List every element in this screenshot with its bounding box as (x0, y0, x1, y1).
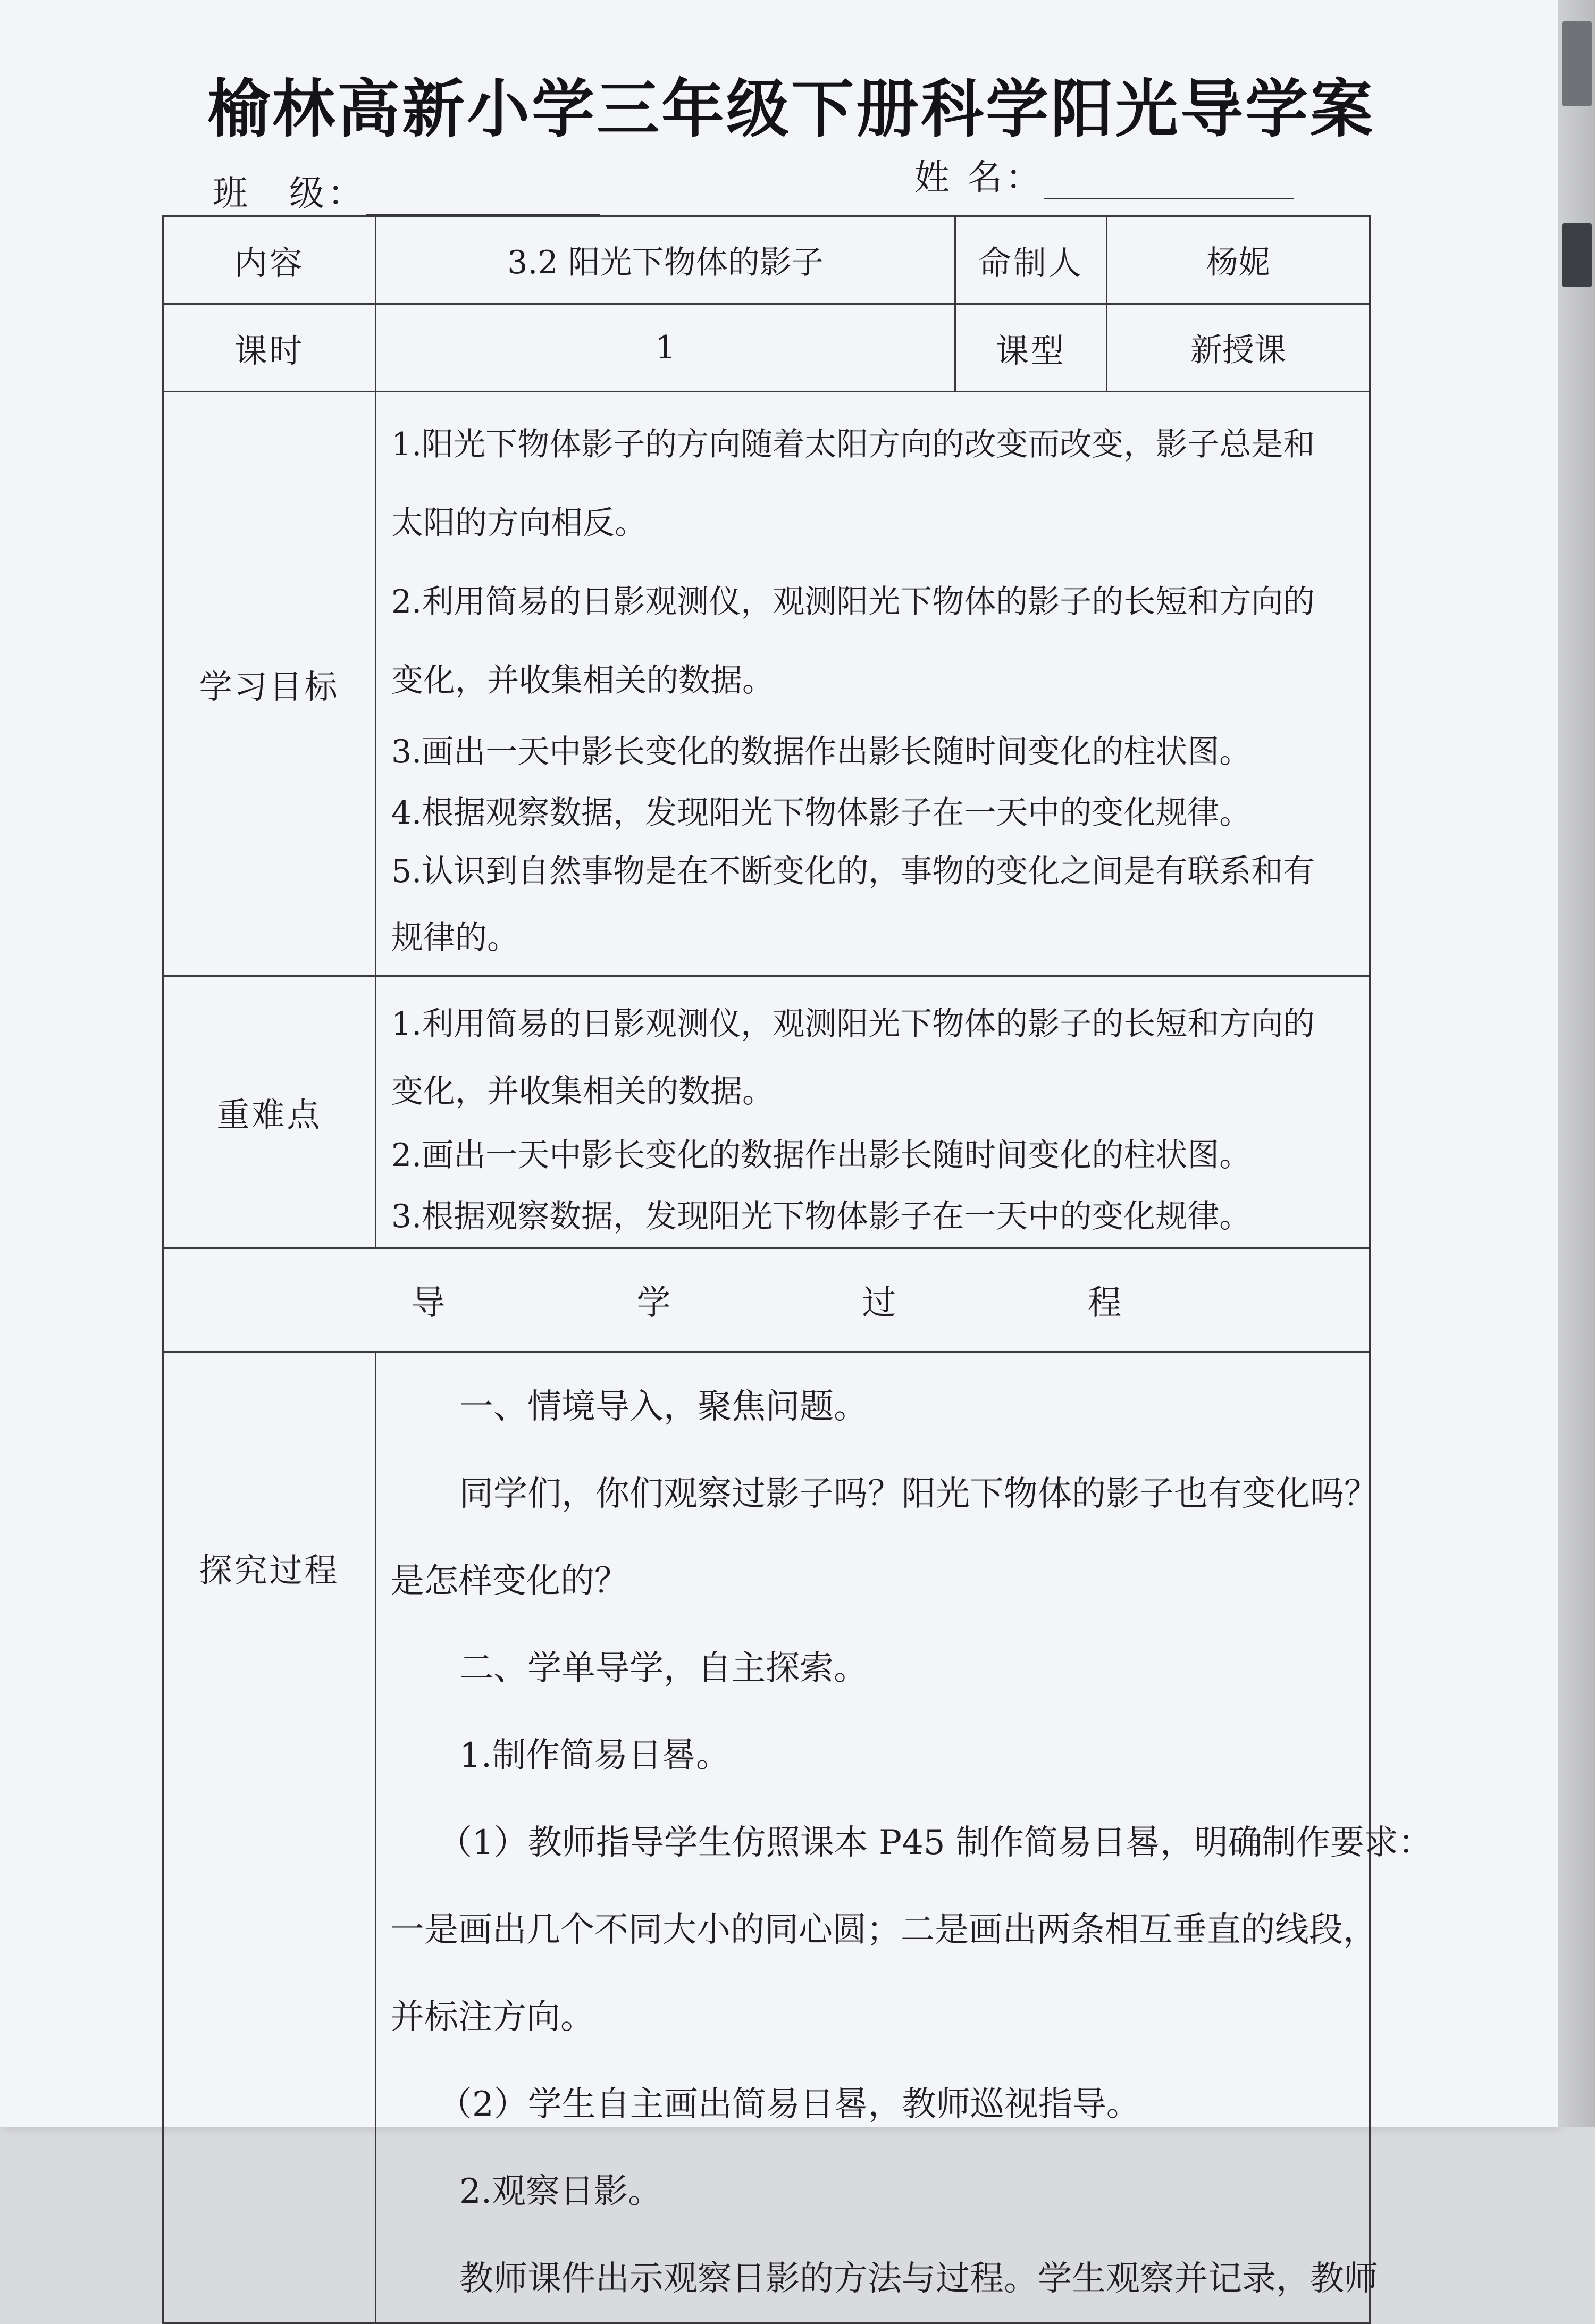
explore-line: 1.制作简易日晷。 (459, 1736, 731, 1775)
type-value: 新授课 (1107, 304, 1370, 392)
class-label: 班 级： (213, 173, 366, 214)
key-points-label: 重难点 (163, 976, 376, 1248)
objective-line: 1.阳光下物体影子的方向随着太阳方向的改变而改变，影子总是和 (391, 426, 1315, 463)
author-value: 杨妮 (1107, 216, 1370, 304)
name-label: 姓 名： (914, 157, 1044, 198)
name-field (914, 149, 1294, 199)
process-header (163, 1248, 1370, 1352)
process-header-char: 过 (862, 1283, 896, 1323)
explore-cell (376, 1352, 1432, 2323)
objective-line: 4.根据观察数据，发现阳光下物体影子在一天中的变化规律。 (391, 794, 1252, 832)
objective-line: 规律的。 (391, 919, 519, 957)
name-blank[interactable] (1044, 198, 1294, 199)
objectives-label: 学习目标 (163, 392, 376, 976)
process-header-char: 程 (1087, 1283, 1122, 1323)
process-header-char: 导 (411, 1283, 446, 1323)
explore-line: （1）教师指导学生仿照课本 P45 制作简易日晷，明确制作要求： (438, 1823, 1432, 1862)
objectives-cell (376, 392, 1370, 976)
explore-line: 一是画出几个不同大小的同心圆；二是画出两条相互垂直的线段， (390, 1910, 1377, 1950)
process-header-char: 学 (636, 1283, 671, 1323)
explore-line: 二、学单导学，自主探索。 (459, 1649, 868, 1688)
background-edge (1558, 0, 1595, 2127)
class-field (213, 165, 600, 215)
content-value: 3.2 阳光下物体的影子 (376, 216, 955, 304)
objective-line: 5.认识到自然事物是在不断变化的，事物的变化之间是有联系和有 (391, 853, 1315, 890)
explore-label: 探究过程 (163, 1352, 376, 2323)
type-label: 课型 (955, 304, 1107, 392)
explore-line: 同学们，你们观察过影子吗？阳光下物体的影子也有变化吗？ (459, 1474, 1378, 1514)
key-point-line: 3.根据观察数据，发现阳光下物体影子在一天中的变化规律。 (391, 1198, 1252, 1235)
key-point-line: 2.画出一天中影长变化的数据作出影长随时间变化的柱状图。 (391, 1137, 1252, 1174)
explore-line: 一、情境导入，聚焦问题。 (459, 1387, 868, 1427)
explore-line: 是怎样变化的？ (390, 1562, 628, 1601)
author-label: 命制人 (955, 216, 1107, 304)
key-points-cell (376, 976, 1370, 1248)
explore-line: 2.观察日影。 (459, 2172, 662, 2211)
objective-line: 变化，并收集相关的数据。 (391, 662, 774, 699)
content-label: 内容 (163, 216, 376, 304)
objective-line: 2.利用简易的日影观测仪，观测阳光下物体的影子的长短和方向的 (391, 583, 1315, 620)
explore-line: （2）学生自主画出简易日晷，教师巡视指导。 (438, 2085, 1140, 2124)
sticky-tab (1562, 223, 1592, 287)
explore-line: 并标注方向。 (390, 1998, 594, 2037)
key-point-line: 1.利用简易的日影观测仪，观测阳光下物体的影子的长短和方向的 (391, 1005, 1315, 1043)
objective-line: 3.画出一天中影长变化的数据作出影长随时间变化的柱状图。 (391, 733, 1252, 770)
period-value: 1 (376, 304, 955, 392)
period-label: 课时 (163, 304, 376, 392)
document-title: 榆林高新小学三年级下册科学阳光导学案 (207, 72, 1375, 146)
lesson-table (162, 215, 1432, 2324)
sticky-tab (1562, 21, 1592, 106)
explore-line: 教师课件出示观察日影的方法与过程。学生观察并记录，教师 (459, 2259, 1378, 2298)
key-point-line: 变化，并收集相关的数据。 (391, 1073, 774, 1110)
objective-line: 太阳的方向相反。 (391, 505, 647, 542)
